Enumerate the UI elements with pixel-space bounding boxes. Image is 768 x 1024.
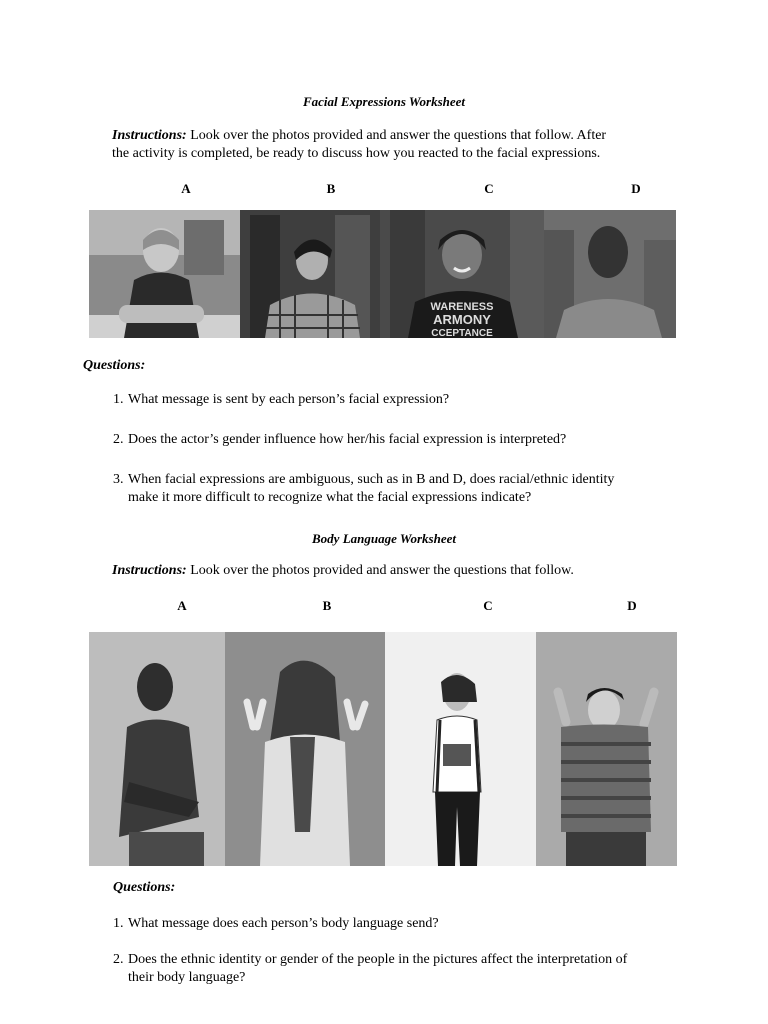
question-text: Does the actor’s gender influence how her/his facial expression is interpreted?: [128, 432, 567, 447]
body-label-d: D: [627, 598, 637, 613]
question-number: 2.: [113, 432, 124, 447]
body-instructions-line1: Look over the photos provided and answer the questions that follow.: [186, 563, 574, 578]
facial-instructions-line2: the activity is completed, be ready to discuss how you reacted to the facial expressions.: [112, 146, 601, 161]
body-label-b: B: [322, 598, 332, 613]
body-instructions-label: Instructions:: [112, 563, 187, 578]
facial-photo-strip: [89, 210, 676, 338]
facial-instructions: [112, 127, 672, 163]
question-number: 2.: [113, 952, 124, 967]
body-photo-strip: [89, 632, 677, 866]
facial-instructions-label: Instructions:: [112, 128, 187, 143]
shirt-text-2: ARMONY: [433, 312, 491, 327]
body-photo-c: [385, 632, 536, 866]
body-photo-b: [225, 632, 385, 866]
body-label-c: C: [483, 598, 493, 613]
shirt-text-1: WARENESS: [430, 301, 494, 313]
facial-question-3: [113, 471, 713, 507]
facial-label-d: D: [631, 181, 641, 196]
facial-photo-a: [89, 210, 240, 338]
facial-question-2: [113, 431, 566, 449]
shirt-text-3: CCEPTANCE: [431, 328, 493, 338]
body-photo-d: [536, 632, 677, 866]
question-text: What message is sent by each person’s facial expression?: [128, 392, 450, 407]
question-text: Does the ethnic identity or gender of the people in the pictures affect the interpretation of: [128, 952, 628, 967]
body-instructions: [112, 562, 672, 580]
facial-photo-d: [544, 210, 676, 338]
question-number: 1.: [113, 916, 124, 931]
facial-label-b: B: [326, 181, 336, 196]
facial-question-1: [113, 391, 449, 409]
question-number: 3.: [113, 472, 124, 487]
question-number: 1.: [113, 392, 124, 407]
body-label-a: A: [177, 598, 187, 613]
question-text-continued: their body language?: [128, 970, 246, 985]
facial-photo-b: [240, 210, 380, 338]
facial-questions-heading: Questions:: [83, 358, 146, 373]
body-questions-heading: Questions:: [113, 880, 176, 895]
facial-worksheet-title: Facial Expressions Worksheet: [302, 94, 466, 109]
facial-label-a: A: [181, 181, 191, 196]
body-question-2: [113, 951, 713, 987]
question-text: When facial expressions are ambiguous, such as in B and D, does racial/ethnic identity: [128, 472, 615, 487]
question-text-continued: make it more difficult to recognize what the facial expressions indicate?: [128, 490, 532, 505]
body-question-1: [113, 915, 439, 933]
question-text: What message does each person’s body language send?: [128, 916, 439, 931]
facial-label-c: C: [484, 181, 494, 196]
facial-photo-c: [380, 210, 544, 338]
body-worksheet-title: Body Language Worksheet: [312, 531, 456, 546]
body-photo-a: [89, 632, 225, 866]
facial-instructions-line1: Look over the photos provided and answer the questions that follow. After: [186, 128, 607, 143]
